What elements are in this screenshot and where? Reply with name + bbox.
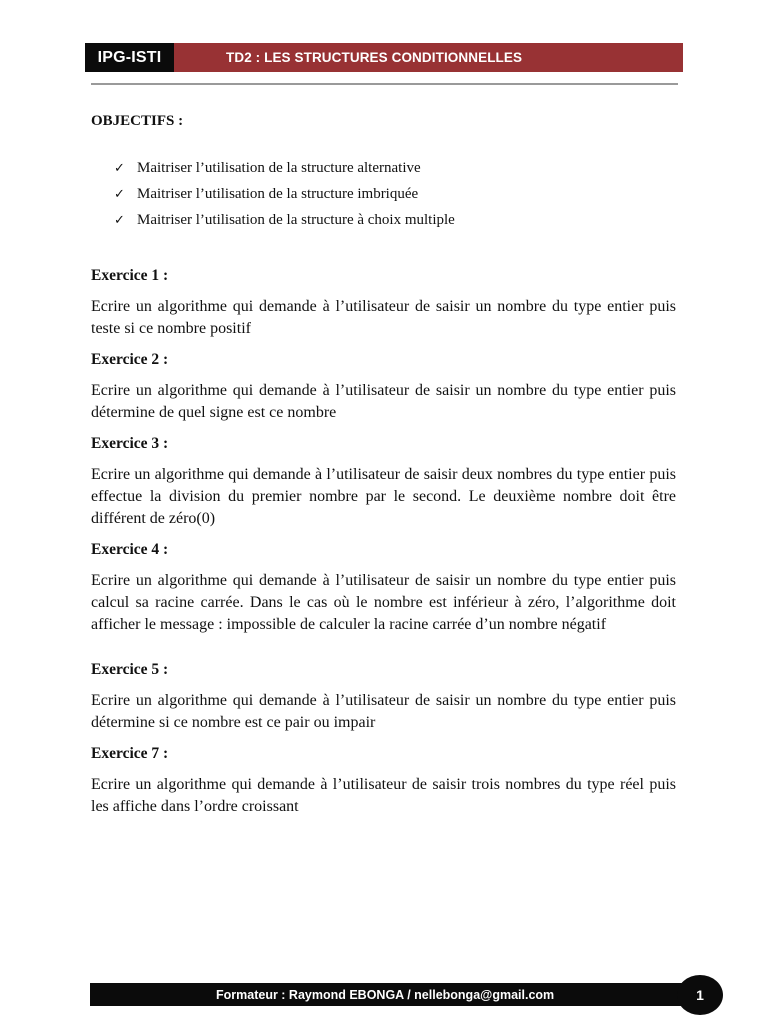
- checkmark-icon: ✓: [114, 160, 125, 176]
- exercise-statement: Ecrire un algorithme qui demande à l’utilisateur de saisir trois nombres du type réel puis les affiche dans l’ordre croissant: [91, 776, 676, 815]
- objective-item: [114, 207, 455, 233]
- exercise-block: [91, 661, 676, 734]
- header-divider: [91, 83, 678, 85]
- exercise-statement: Ecrire un algorithme qui demande à l’utilisateur de saisir un nombre du type entier puis calcul sa racine carrée. Dans le cas où le nombre est inférieur à zéro, l’algorithme doit afficher le message : impossible de calculer la racine carrée d’un nombre négatif: [91, 572, 676, 633]
- objective-item: [114, 155, 455, 181]
- page-number-badge: [677, 975, 723, 1015]
- footer-author: Formateur : Raymond EBONGA / nellebonga@gmail.com: [216, 987, 555, 1002]
- exercise-heading: Exercice 7 :: [91, 745, 169, 762]
- exercise-statement: Ecrire un algorithme qui demande à l’utilisateur de saisir deux nombres du type entier puis effectue la division du premier nombre par le second. Le deuxième nombre doit être différent de zéro(0): [91, 466, 676, 527]
- spacer: [91, 647, 676, 661]
- page-header: [85, 43, 683, 72]
- exercise-block: [91, 351, 676, 424]
- objectives-heading: OBJECTIFS :: [91, 113, 184, 129]
- checkmark-icon: ✓: [114, 186, 125, 202]
- objective-item: [114, 181, 455, 207]
- exercises-section: [91, 267, 676, 829]
- exercise-statement: Ecrire un algorithme qui demande à l’utilisateur de saisir un nombre du type entier puis teste si ce nombre positif: [91, 298, 676, 337]
- exercise-heading: Exercice 2 :: [91, 351, 169, 368]
- footer-bar: [90, 983, 688, 1006]
- exercise-heading: Exercice 3 :: [91, 435, 169, 452]
- exercise-statement: Ecrire un algorithme qui demande à l’utilisateur de saisir un nombre du type entier puis détermine de quel signe est ce nombre: [91, 382, 676, 421]
- objective-text: Maitriser l’utilisation de la structure à choix multiple: [137, 211, 455, 228]
- exercise-statement: Ecrire un algorithme qui demande à l’utilisateur de saisir un nombre du type entier puis détermine si ce nombre est ce pair ou impair: [91, 692, 676, 731]
- objectives-list: [114, 155, 455, 233]
- exercise-block: [91, 435, 676, 530]
- page-number: 1: [696, 987, 704, 1003]
- exercise-heading: Exercice 1 :: [91, 267, 169, 284]
- exercise-block: [91, 541, 676, 636]
- exercise-heading: Exercice 4 :: [91, 541, 169, 558]
- exercise-block: [91, 745, 676, 818]
- objective-text: Maitriser l’utilisation de la structure imbriquée: [137, 185, 419, 202]
- brand-label: IPG-ISTI: [85, 43, 174, 72]
- exercise-block: [91, 267, 676, 340]
- exercise-heading: Exercice 5 :: [91, 661, 169, 678]
- document-title: TD2 : LES STRUCTURES CONDITIONNELLES: [174, 43, 683, 72]
- objective-text: Maitriser l’utilisation de la structure alternative: [137, 159, 421, 176]
- checkmark-icon: ✓: [114, 212, 125, 228]
